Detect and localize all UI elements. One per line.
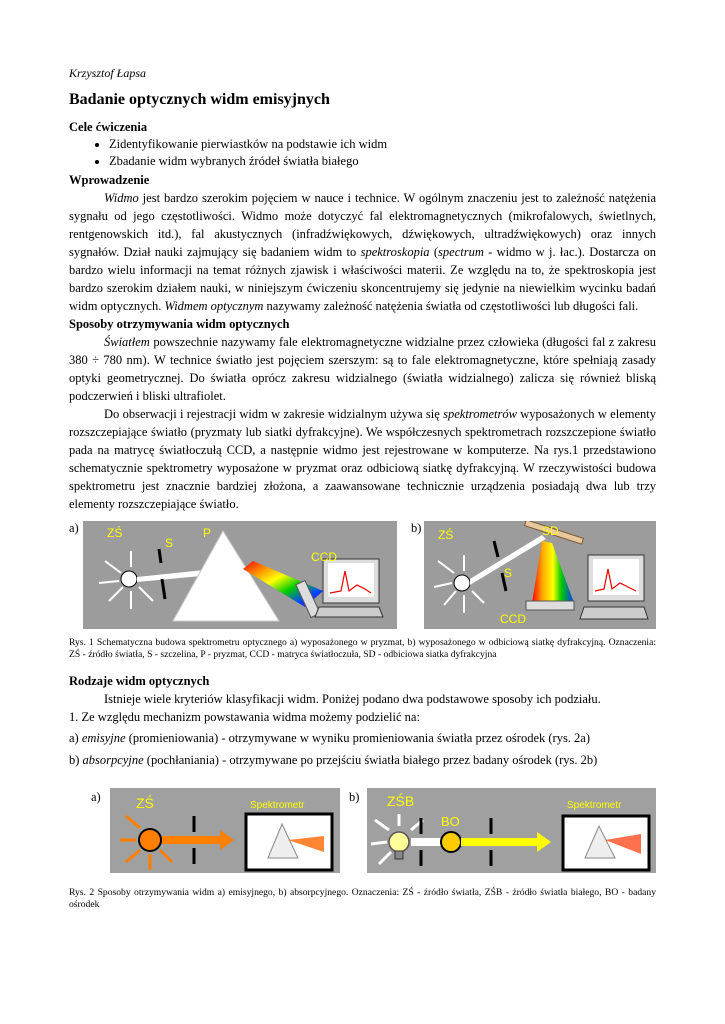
medium-icon <box>441 832 461 852</box>
types-paragraph-1: Istnieje wiele kryteriów klasyfikacji widm. Poniżej podano dwa podstawowe sposoby ich podziału. <box>104 692 601 706</box>
emission-arrow <box>162 830 234 850</box>
keyboard-icon <box>580 607 648 619</box>
label-p: P <box>203 526 212 540</box>
figure-1 <box>69 521 656 629</box>
label-s: S <box>165 536 174 550</box>
label-sd: SD <box>542 524 559 538</box>
label-spectrometer: Spektrometr <box>250 800 305 811</box>
light-source-icon <box>139 829 161 851</box>
label-ccd: CCD <box>311 550 337 564</box>
methods-paragraph-2: Do obserwacji i rejestracji widm w zakresie widzialnym używa się spektrometrów wyposażonych w elementy rozszczepiające światło (pryzmaty lub siatki dyfrakcyjne). We współczesnych spektrometrach rozszczepione światło pada na matrycę światłoczułą CCD, a następnie widmo jest rejestrowane w komputerze. Na rys.1 przedstawiono schematycznie spektrometry wyposażone w pryzmat oraz odbiciową siatkę dyfrakcyjną. W rzeczywistości budowa spektrometru jest znacznie bardziej złożona, a zaawansowane technicznie urządzenia posiadają dwa lub trzy elementy rozszczepiające światło. <box>69 407 656 511</box>
fig2-label-b: b) <box>349 790 360 804</box>
label-ccd: CCD <box>500 612 526 626</box>
slit-top <box>494 541 498 557</box>
fig1b-diagram <box>424 521 656 629</box>
fig2-label-a: a) <box>91 790 101 804</box>
types-body <box>69 690 656 770</box>
light-source-icon <box>454 575 470 591</box>
intro-paragraph: Widmo jest bardzo szerokim pojęciem w nauce i technice. W ogólnym znaczeniu jest to zależność natężenia sygnału od jego częstotliwości. Widmo może dotyczyć fal elektromagnetycznych (mikrofalowych, świetlnych, rentgenowskich itd.), fal akustycznych (infradźwiękowych, dźwiękowych, ultradźwiękowych) oraz innych sygnałów. Dział nauki zajmujący się badaniem widm to spektroskopia (spectrum - widmo w j. łac.). Dostarcza on bardzo wielu informacji na temat różnych zjawisk i właściwości materii. Ze względu na to, że spektroskopia jest bardzo szerokim działem nauki, w niniejszym ćwiczeniu skoncentrujemy się jedynie na niewielkim wycinku badań widm optycznych. Widmem optycznym nazywamy zależność natężenia światła od częstotliwości lub długości fali. <box>69 191 656 313</box>
author: Krzysztof Łapsa <box>69 66 147 80</box>
list-item: • Zidentyfikowanie pierwiastków na podstawie ich widm <box>109 136 656 153</box>
fig2a-diagram <box>110 788 340 873</box>
page-title: Badanie optycznych widm emisyjnych <box>69 91 330 108</box>
keyboard-icon <box>315 607 383 617</box>
slit-bottom <box>162 579 165 599</box>
emission-diagram <box>110 788 340 873</box>
fig1-label-a: a) <box>69 521 79 535</box>
document-page <box>69 66 656 911</box>
figure-2-caption: Rys. 2 Sposoby otrzymywania widm a) emisyjnego, b) absorpcyjnego. Oznaczenia: ZŚ - źródło światła, ZŚB - źródło światła białego, BO - badany ośrodek <box>69 887 656 910</box>
prism-spectrometer-diagram <box>83 521 397 629</box>
heading-goals: Cele ćwiczenia <box>69 120 148 134</box>
figure-2 <box>69 788 656 873</box>
label-zsb: ZŚB <box>387 793 415 809</box>
fig1-label-b: b) <box>411 521 422 535</box>
label-zs: ZŚ <box>107 526 123 540</box>
goals-list <box>69 136 656 170</box>
types-item-b: b) absorpcyjne (pochłaniania) - otrzymywane po przejściu światła białego przez badany ośrodek (rys. 2b) <box>69 753 598 767</box>
list-item: • Zbadanie widm wybranych źródeł światła białego <box>109 153 656 170</box>
light-source-icon <box>121 571 137 587</box>
light-bulb-icon <box>389 832 409 852</box>
dispersed-spectrum <box>532 541 574 603</box>
slit-top <box>159 549 161 563</box>
label-spectrometer: Spektrometr <box>567 800 622 811</box>
fig2b-diagram <box>367 788 656 873</box>
methods-paragraph-1: Światłem powszechnie nazywamy fale elektromagnetyczne widzialne przez człowieka (długości fal z zakresu 380 ÷ 780 nm). W technice światło jest pojęciem szerszym: są to fale elektromagnetyczne, które spełniają zasady optyki geometrycznej. Do światła oprócz zakresu widzialnego (światła widzialnego) zalicza się również bliską podczerwień i bliski ultrafiolet. <box>69 335 656 403</box>
transmitted-arrow <box>461 832 551 852</box>
absorption-diagram <box>367 788 656 873</box>
label-s: S <box>504 566 513 580</box>
label-zs: ZŚ <box>136 795 154 811</box>
types-item-a: a) emisyjne (promieniowania) - otrzymywane w wyniku promieniowania światła przez ośrodek (rys. 2a) <box>69 731 591 745</box>
figure-1-caption: Rys. 1 Schematyczna budowa spektrometru optycznego a) wyposażonego w pryzmat, b) wyposażonego w odbiciową siatkę dyfrakcyjną. Oznaczenia: ZŚ - źródło światła, S - szczelina, P - pryzmat, CCD - matryca światłoczuła, SD - odbiciowa siatka dyfrakcyjna <box>69 637 656 660</box>
fig1a-diagram <box>83 521 397 629</box>
types-paragraph-2: 1. Ze względu mechanizm powstawania widma możemy podzielić na: <box>69 710 420 724</box>
white-light-beam <box>411 838 441 846</box>
label-bo: BO <box>441 814 460 829</box>
heading-types: Rodzaje widm optycznych <box>69 674 210 688</box>
grating-spectrometer-diagram <box>424 521 656 629</box>
ccd-sensor-icon <box>526 601 574 610</box>
heading-intro: Wprowadzenie <box>69 173 150 187</box>
heading-methods: Sposoby otrzymywania widm optycznych <box>69 317 290 331</box>
label-zs: ZŚ <box>438 528 454 542</box>
